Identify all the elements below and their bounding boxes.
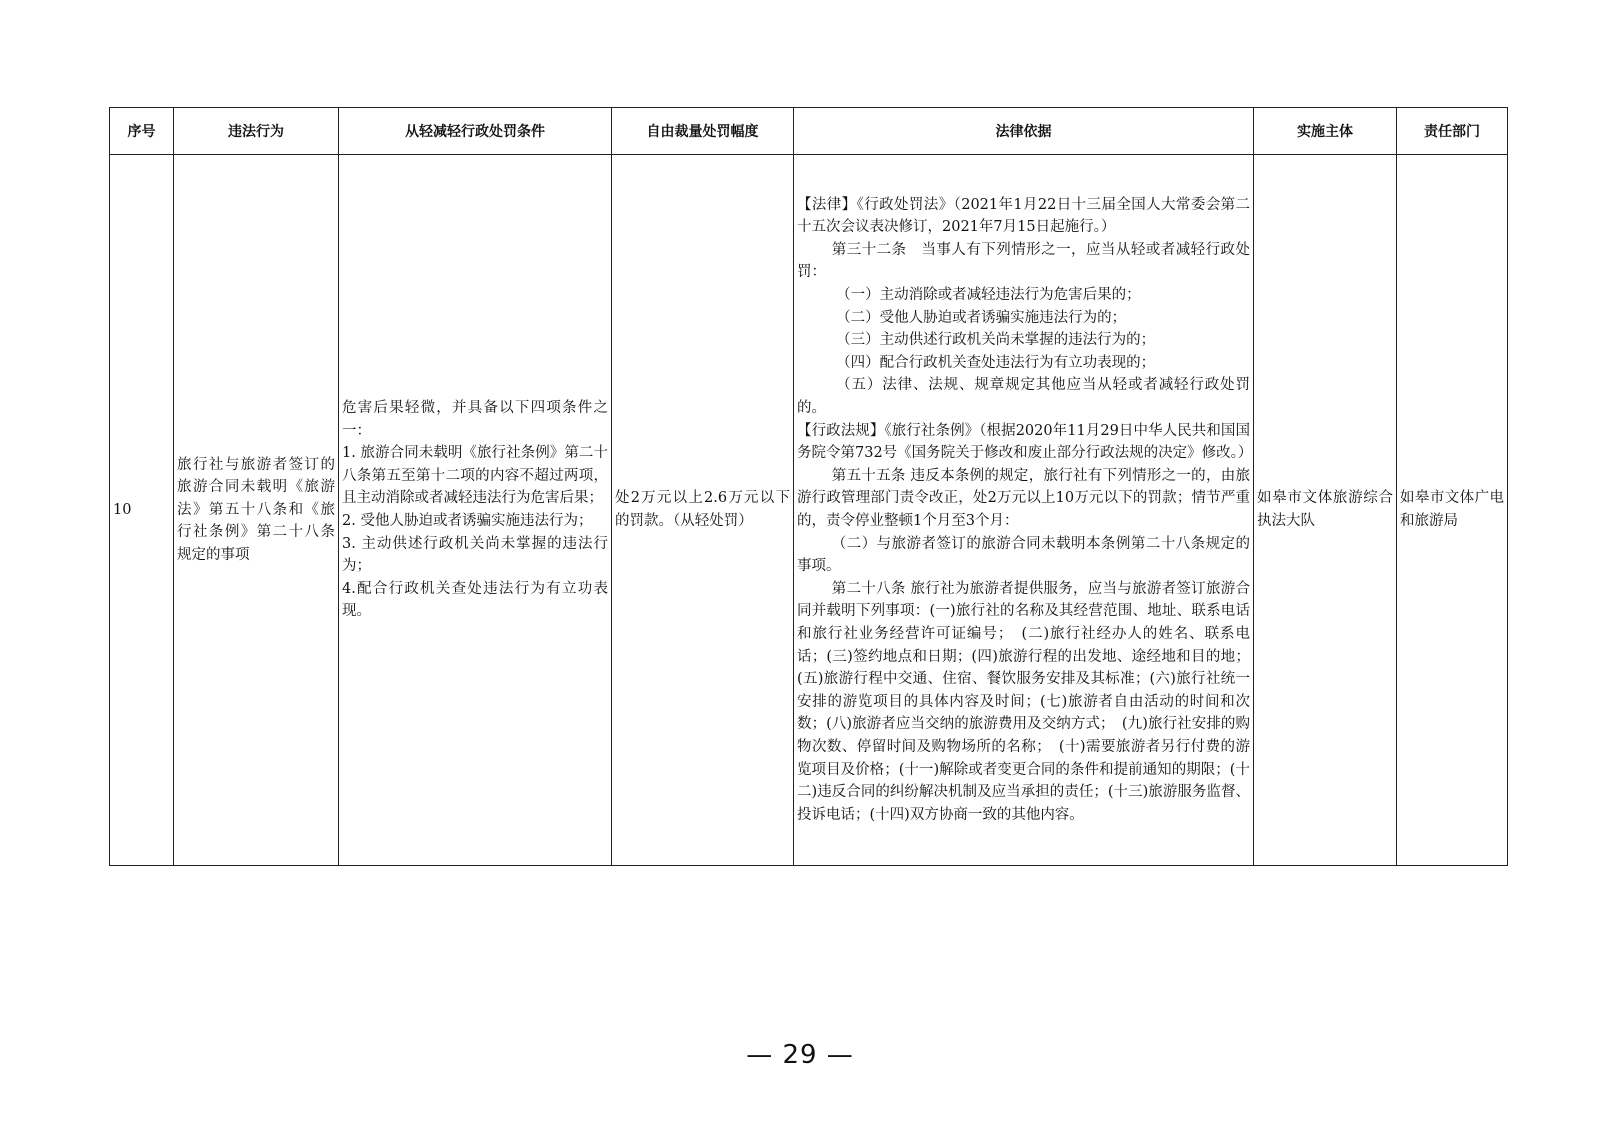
basis-item: （五）法律、法规、规章规定其他应当从轻或者减轻行政处罚的。 — [797, 377, 1250, 417]
page-number: — 29 — — [746, 1040, 854, 1070]
cell-basis — [794, 155, 1254, 866]
header-behavior: 违法行为 — [174, 108, 339, 155]
table-row — [110, 155, 1508, 866]
basis-article: 第五十五条 违反本条例的规定，旅行社有下列情形之一的，由旅游行政管理部门责令改正，处2万元以上10万元以下的罚款；情节严重的，责令停业整顿1个月至3个月： — [797, 467, 1250, 529]
condition-item: 3. 主动供述行政机关尚未掌握的违法行为； — [342, 535, 608, 575]
basis-item: （一）主动消除或者减轻违法行为危害后果的； — [836, 287, 1141, 304]
condition-item: 4.配合行政机关查处违法行为有立功表现。 — [342, 580, 608, 620]
basis-item: （三）主动供述行政机关尚未掌握的违法行为的； — [836, 332, 1156, 349]
condition-item: 1. 旅游合同未载明《旅行社条例》第二十八条第五至第十二项的内容不超过两项，且主动消除或者减轻违法行为危害后果； — [342, 445, 608, 507]
header-agency: 实施主体 — [1254, 108, 1397, 155]
condition-intro: 危害后果轻微，并具备以下四项条件之一： — [342, 400, 608, 439]
header-basis: 法律依据 — [794, 108, 1254, 155]
basis-article: 第二十八条 旅行社为旅游者提供服务，应当与旅游者签订旅游合同并载明下列事项：(一)旅行社的名称及其经营范围、地址、联系电话和旅行社业务经营许可证编号； (二)旅行社经办人的姓名、联系电话；(三)签约地点和日期；(四)旅游行程的出发地、途经地和目的地；(五)旅游行程中交通、住宿、餐饮服务安排及其标准；(六)旅行社统一安排的游览项目的具体内容及时间；(七)旅游者自由活动的时间和次数；(八)旅游者应当交纳的旅游费用及交纳方式； (九)旅行社安排的购物次数、停留时间及购物场所的名称； (十)需要旅游者另行付费的游览项目及价格；(十一)解除或者变更合同的条件和提前通知的期限；(十二)违反合同的纠纷解决机制及应当承担的责任；(十三)旅游服务监督、投诉电话；(十四)双方协商一致的其他内容。 — [797, 580, 1250, 823]
header-range: 自由裁量处罚幅度 — [612, 108, 794, 155]
header-no: 序号 — [110, 108, 174, 155]
condition-item: 2. 受他人胁迫或者诱骗实施违法行为； — [342, 513, 593, 529]
basis-law-title: 【法律】《行政处罚法》（2021年1月22日十三届全国人大常委会第二十五次会议表决修订，2021年7月15日起施行。） — [797, 196, 1250, 236]
penalty-table — [109, 107, 1508, 866]
cell-no: 10 — [110, 155, 174, 866]
header-department: 责任部门 — [1397, 108, 1508, 155]
basis-regulation-title: 【行政法规】《旅行社条例》（根据2020年11月29日中华人民共和国国务院令第732号《国务院关于修改和废止部分行政法规的决定》修改。） — [797, 422, 1253, 462]
cell-department: 如皋市文体广电和旅游局 — [1397, 155, 1508, 866]
cell-conditions — [339, 155, 612, 866]
basis-item: （四）配合行政机关查处违法行为有立功表现的； — [836, 354, 1156, 371]
cell-behavior: 旅行社与旅游者签订的旅游合同未载明《旅游法》第五十八条和《旅行社条例》第二十八条规定的事项 — [174, 155, 339, 866]
cell-agency: 如皋市文体旅游综合执法大队 — [1254, 155, 1397, 866]
cell-range: 处2万元以上2.6万元以下的罚款。（从轻处罚） — [612, 155, 794, 866]
basis-item: （二）受他人胁迫或者诱骗实施违法行为的； — [836, 309, 1127, 326]
basis-item: （二）与旅游者签订的旅游合同未载明本条例第二十八条规定的事项。 — [797, 535, 1250, 575]
header-conditions: 从轻减轻行政处罚条件 — [339, 108, 612, 155]
basis-article: 第三十二条 当事人有下列情形之一，应当从轻或者减轻行政处罚： — [797, 241, 1250, 281]
header-row — [110, 108, 1508, 155]
